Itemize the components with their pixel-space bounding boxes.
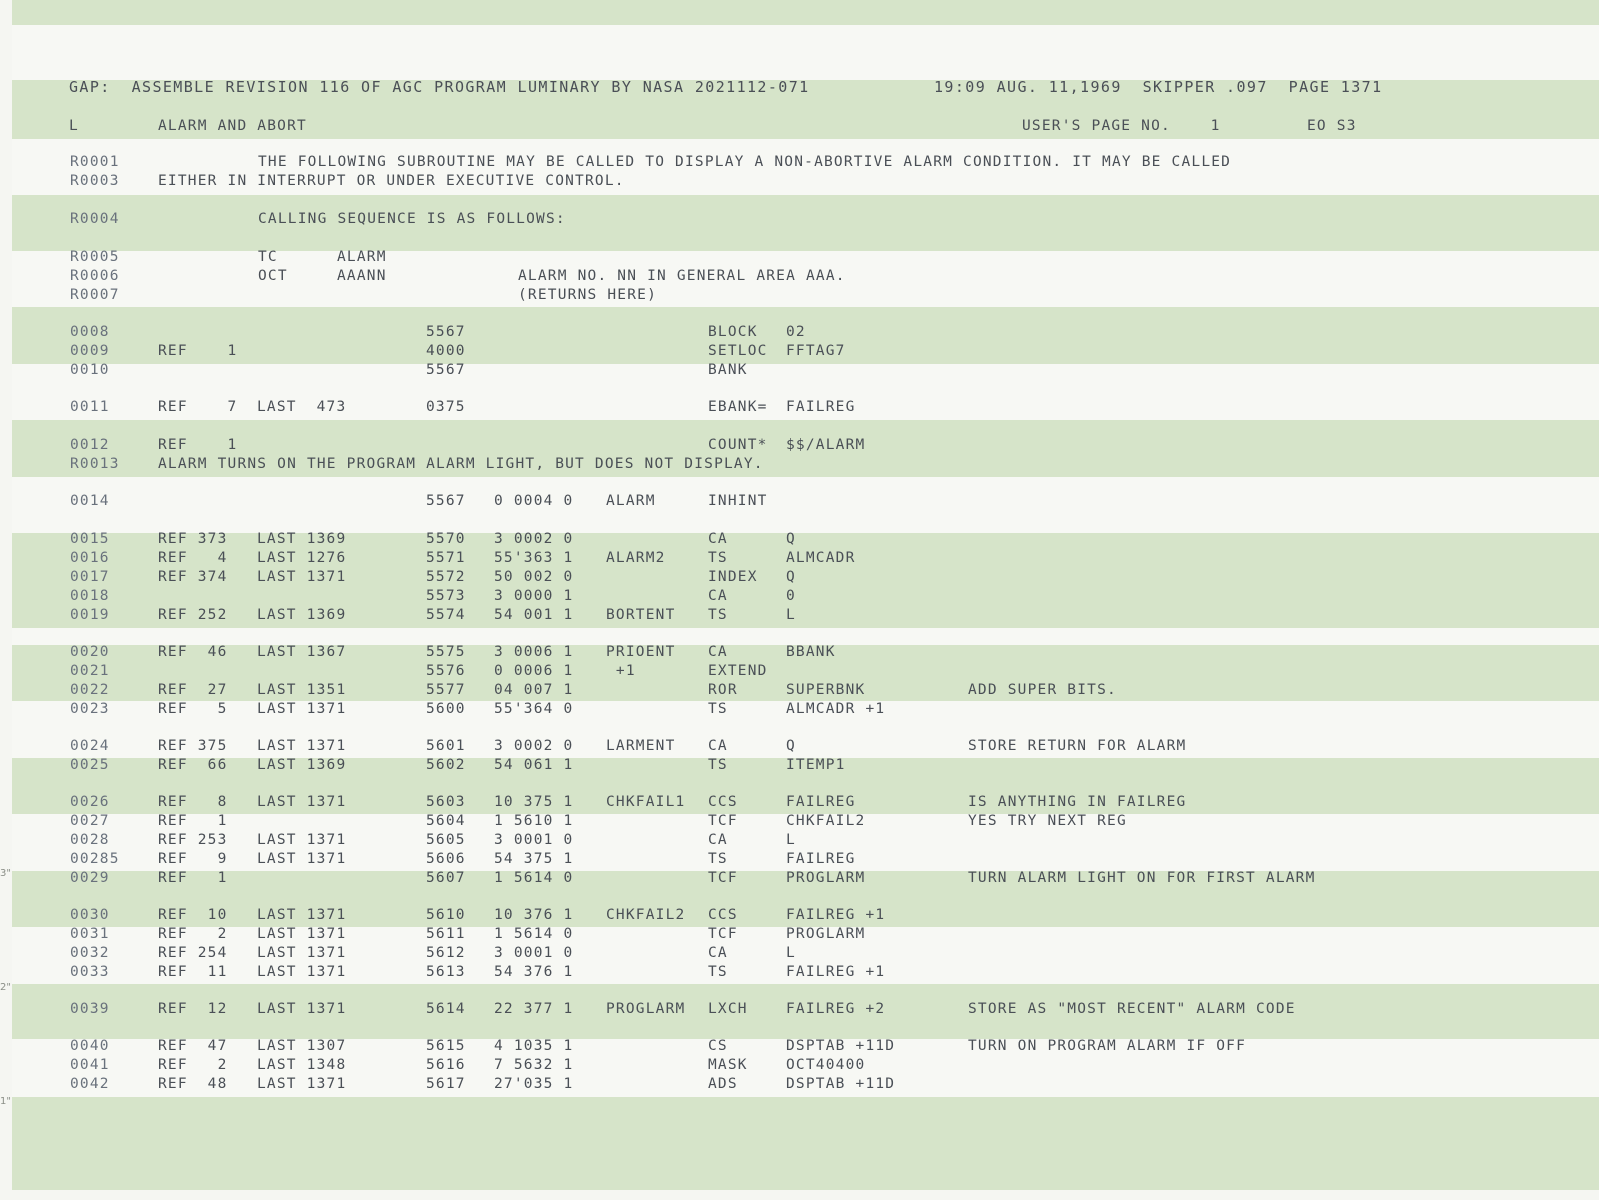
ref-count: REF 10 [158,907,228,923]
opcode: SETLOC [708,343,768,359]
opcode: MASK [708,1057,748,1073]
line-sequence-number: 0017 [70,569,110,585]
last-ref: LAST 1351 [257,682,347,698]
ref-count: REF 1 [158,343,238,359]
memory-address: 5614 [426,1001,466,1017]
ref-count: REF 1 [158,437,238,453]
operand: FAILREG [786,851,856,867]
memory-address: 5576 [426,663,466,679]
memory-address: 5567 [426,324,466,340]
ref-count: REF 5 [158,701,228,717]
line-sequence-number: 0015 [70,531,110,547]
operand: AAANN [337,268,387,284]
last-ref: LAST 473 [257,399,347,415]
memory-address: 5605 [426,832,466,848]
octal-code: 1 5614 0 [494,870,574,886]
line-sequence-number: R0013 [70,456,120,472]
last-ref: LAST 1371 [257,851,347,867]
memory-address: 5607 [426,870,466,886]
greenbar-band [12,533,1599,628]
octal-code: 1 5610 1 [494,813,574,829]
ref-count: REF 47 [158,1038,228,1054]
line-sequence-number: 0024 [70,738,110,754]
ref-count: REF 1 [158,870,228,886]
memory-address: 5567 [426,493,466,509]
octal-code: 3 0006 1 [494,644,574,660]
line-sequence-number: 0021 [70,663,110,679]
opcode: TS [708,757,728,773]
line-sequence-number: 0010 [70,362,110,378]
octal-code: 27'035 1 [494,1076,574,1092]
code-comment: ALARM NO. NN IN GENERAL AREA AAA. [518,268,846,284]
line-sequence-number: R0004 [70,211,120,227]
line-sequence-number: R0007 [70,287,120,303]
code-comment: IS ANYTHING IN FAILREG [968,794,1187,810]
opcode: TS [708,964,728,980]
memory-address: 5570 [426,531,466,547]
operand: PROGLARM [786,926,866,942]
operand: L [786,832,796,848]
operand: SUPERBNK [786,682,866,698]
memory-address: 5574 [426,607,466,623]
memory-address: 5615 [426,1038,466,1054]
ref-count: REF 66 [158,757,228,773]
octal-code: 04 007 1 [494,682,574,698]
opcode: INDEX [708,569,758,585]
octal-code: 3 0001 0 [494,832,574,848]
memory-address: 5572 [426,569,466,585]
operand: L [786,945,796,961]
code-comment: TURN ALARM LIGHT ON FOR FIRST ALARM [968,870,1316,886]
line-sequence-number: 00285 [70,851,120,867]
line-sequence-number: 0016 [70,550,110,566]
last-ref: LAST 1371 [257,926,347,942]
memory-address: 5606 [426,851,466,867]
opcode: BANK [708,362,748,378]
line-sequence-number: 0039 [70,1001,110,1017]
octal-code: 3 0000 1 [494,588,574,604]
assembly-title: GAP: ASSEMBLE REVISION 116 OF AGC PROGRAM LUMINARY BY NASA 2021112-071 [69,78,810,96]
greenbar-band [12,1097,1599,1190]
last-ref: LAST 1369 [257,757,347,773]
line-sequence-number: 0026 [70,794,110,810]
memory-address: 5603 [426,794,466,810]
ref-count: REF 375 [158,738,228,754]
last-ref: LAST 1371 [257,1076,347,1092]
line-sequence-number: 0028 [70,832,110,848]
octal-code: 54 001 1 [494,607,574,623]
operand: ALARM [337,249,387,265]
line-sequence-number: 0023 [70,701,110,717]
opcode: TCF [708,813,738,829]
octal-code: 10 376 1 [494,907,574,923]
symbol-label: CHKFAIL1 [606,794,686,810]
ref-count: REF 2 [158,1057,228,1073]
octal-code: 55'363 1 [494,550,574,566]
last-ref: LAST 1307 [257,1038,347,1054]
opcode: EBANK= [708,399,768,415]
operand: FAILREG +1 [786,964,886,980]
last-ref: LAST 1348 [257,1057,347,1073]
opcode: EXTEND [708,663,768,679]
symbol-label: LARMENT [606,738,676,754]
memory-address: 0375 [426,399,466,415]
eo-marker: EO S3 [1307,118,1357,134]
opcode: INHINT [708,493,768,509]
operand: $$/ALARM [786,437,866,453]
octal-code: 3 0002 0 [494,738,574,754]
opcode: CA [708,644,728,660]
last-ref: LAST 1276 [257,550,347,566]
symbol-label: PRIOENT [606,644,676,660]
greenbar-band [12,0,1599,25]
operand: ALMCADR [786,550,856,566]
memory-address: 5616 [426,1057,466,1073]
memory-address: 5613 [426,964,466,980]
last-ref: LAST 1371 [257,738,347,754]
opcode: TS [708,701,728,717]
operand: L [786,607,796,623]
octal-code: 54 375 1 [494,851,574,867]
line-sequence-number: 0008 [70,324,110,340]
memory-address: 5604 [426,813,466,829]
last-ref: LAST 1371 [257,569,347,585]
octal-code: 7 5632 1 [494,1057,574,1073]
opcode: TCF [708,870,738,886]
line-sequence-number: 0031 [70,926,110,942]
symbol-label: CHKFAIL2 [606,907,686,923]
code-comment: STORE AS "MOST RECENT" ALARM CODE [968,1001,1296,1017]
edge-mark: 2" [0,982,11,993]
ref-count: REF 27 [158,682,228,698]
opcode: CA [708,531,728,547]
line-sequence-number: 0011 [70,399,110,415]
line-sequence-number: 0020 [70,644,110,660]
ref-count: REF 8 [158,794,228,810]
line-sequence-number: 0040 [70,1038,110,1054]
line-sequence-number: R0005 [70,249,120,265]
line-sequence-number: 0032 [70,945,110,961]
opcode: CA [708,738,728,754]
line-sequence-number: 0014 [70,493,110,509]
octal-code: 0 0004 0 [494,493,574,509]
last-ref: LAST 1371 [257,794,347,810]
greenbar-band [12,195,1599,251]
remark-text: ALARM TURNS ON THE PROGRAM ALARM LIGHT, BUT DOES NOT DISPLAY. [158,456,764,472]
operand: BBANK [786,644,836,660]
line-sequence-number: R0001 [70,154,120,170]
operand: CHKFAIL2 [786,813,866,829]
line-sequence-number: 0030 [70,907,110,923]
code-comment: STORE RETURN FOR ALARM [968,738,1187,754]
memory-address: 5611 [426,926,466,942]
operand: FAILREG +1 [786,907,886,923]
line-sequence-number: R0006 [70,268,120,284]
opcode: CA [708,945,728,961]
octal-code: 50 002 0 [494,569,574,585]
octal-code: 3 0002 0 [494,531,574,547]
opcode: CA [708,832,728,848]
code-comment: TURN ON PROGRAM ALARM IF OFF [968,1038,1247,1054]
memory-address: 4000 [426,343,466,359]
opcode: TC [258,249,278,265]
last-ref: LAST 1371 [257,964,347,980]
line-sequence-number: 0012 [70,437,110,453]
opcode: TS [708,851,728,867]
symbol-label: ALARM2 [606,550,666,566]
line-sequence-number: 0033 [70,964,110,980]
last-ref: LAST 1371 [257,832,347,848]
memory-address: 5617 [426,1076,466,1092]
operand: ALMCADR +1 [786,701,886,717]
ref-count: REF 373 [158,531,228,547]
memory-address: 5577 [426,682,466,698]
operand: DSPTAB +11D [786,1076,896,1092]
line-sequence-number: 0041 [70,1057,110,1073]
operand: FAILREG +2 [786,1001,886,1017]
octal-code: 55'364 0 [494,701,574,717]
ref-count: REF 7 [158,399,238,415]
ref-count: REF 48 [158,1076,228,1092]
line-sequence-number: 0027 [70,813,110,829]
remark-text: THE FOLLOWING SUBROUTINE MAY BE CALLED TO DISPLAY A NON-ABORTIVE ALARM CONDITION. IT MAY BE CALLED [258,154,1232,170]
log-section-title: ALARM AND ABORT [158,118,307,134]
memory-address: 5571 [426,550,466,566]
line-sequence-number: 0029 [70,870,110,886]
memory-address: 5602 [426,757,466,773]
octal-code: 22 377 1 [494,1001,574,1017]
symbol-label: BORTENT [606,607,676,623]
last-ref: LAST 1371 [257,1001,347,1017]
remark-text: CALLING SEQUENCE IS AS FOLLOWS: [258,211,566,227]
operand: Q [786,569,796,585]
operand: 0 [786,588,796,604]
operand: Q [786,738,796,754]
operand: 02 [786,324,806,340]
ref-count: REF 1 [158,813,228,829]
octal-code: 4 1035 1 [494,1038,574,1054]
memory-address: 5573 [426,588,466,604]
opcode: ROR [708,682,738,698]
operand: DSPTAB +11D [786,1038,896,1054]
memory-address: 5612 [426,945,466,961]
line-sequence-number: 0022 [70,682,110,698]
edge-mark: 1" [0,1096,11,1107]
octal-code: 3 0001 0 [494,945,574,961]
ref-count: REF 46 [158,644,228,660]
edge-mark: 3" [0,868,11,879]
opcode: CCS [708,907,738,923]
ref-count: REF 4 [158,550,228,566]
ref-count: REF 253 [158,832,228,848]
memory-address: 5575 [426,644,466,660]
opcode: BLOCK [708,324,758,340]
octal-code: 54 376 1 [494,964,574,980]
opcode: LXCH [708,1001,748,1017]
last-ref: LAST 1369 [257,607,347,623]
symbol-label: PROGLARM [606,1001,686,1017]
operand: PROGLARM [786,870,866,886]
octal-code: 54 061 1 [494,757,574,773]
opcode: COUNT* [708,437,768,453]
last-ref: LAST 1371 [257,907,347,923]
opcode: CA [708,588,728,604]
ref-count: REF 9 [158,851,228,867]
memory-address: 5567 [426,362,466,378]
listing-page [12,0,1599,1190]
memory-address: 5610 [426,907,466,923]
line-sequence-number: 0042 [70,1076,110,1092]
ref-count: REF 252 [158,607,228,623]
ref-count: REF 374 [158,569,228,585]
line-sequence-number: 0018 [70,588,110,604]
line-sequence-number: 0019 [70,607,110,623]
symbol-label: +1 [606,663,636,679]
code-comment: (RETURNS HERE) [518,287,658,303]
opcode: ADS [708,1076,738,1092]
line-sequence-number: R0003 [70,173,120,189]
last-ref: LAST 1369 [257,531,347,547]
operand: Q [786,531,796,547]
opcode: TS [708,550,728,566]
operand: OCT40400 [786,1057,866,1073]
memory-address: 5601 [426,738,466,754]
ref-count: REF 254 [158,945,228,961]
run-timestamp: 19:09 AUG. 11,1969 SKIPPER .097 PAGE 1371 [934,78,1383,96]
ref-count: REF 12 [158,1001,228,1017]
symbol-label: ALARM [606,493,656,509]
opcode: TCF [708,926,738,942]
octal-code: 10 375 1 [494,794,574,810]
last-ref: LAST 1371 [257,701,347,717]
users-page-number: USER'S PAGE NO. 1 [1022,118,1221,134]
code-comment: YES TRY NEXT REG [968,813,1127,829]
ref-count: REF 2 [158,926,228,942]
operand: FAILREG [786,399,856,415]
opcode: OCT [258,268,288,284]
operand: ITEMP1 [786,757,846,773]
octal-code: 1 5614 0 [494,926,574,942]
line-sequence-number: 0009 [70,343,110,359]
code-comment: ADD SUPER BITS. [968,682,1117,698]
opcode: CCS [708,794,738,810]
operand: FAILREG [786,794,856,810]
operand: FFTAG7 [786,343,846,359]
remark-text: EITHER IN INTERRUPT OR UNDER EXECUTIVE CONTROL. [158,173,625,189]
log-section-code: L [69,118,79,134]
last-ref: LAST 1371 [257,945,347,961]
line-sequence-number: 0025 [70,757,110,773]
opcode: TS [708,607,728,623]
ref-count: REF 11 [158,964,228,980]
octal-code: 0 0006 1 [494,663,574,679]
memory-address: 5600 [426,701,466,717]
last-ref: LAST 1367 [257,644,347,660]
opcode: CS [708,1038,728,1054]
